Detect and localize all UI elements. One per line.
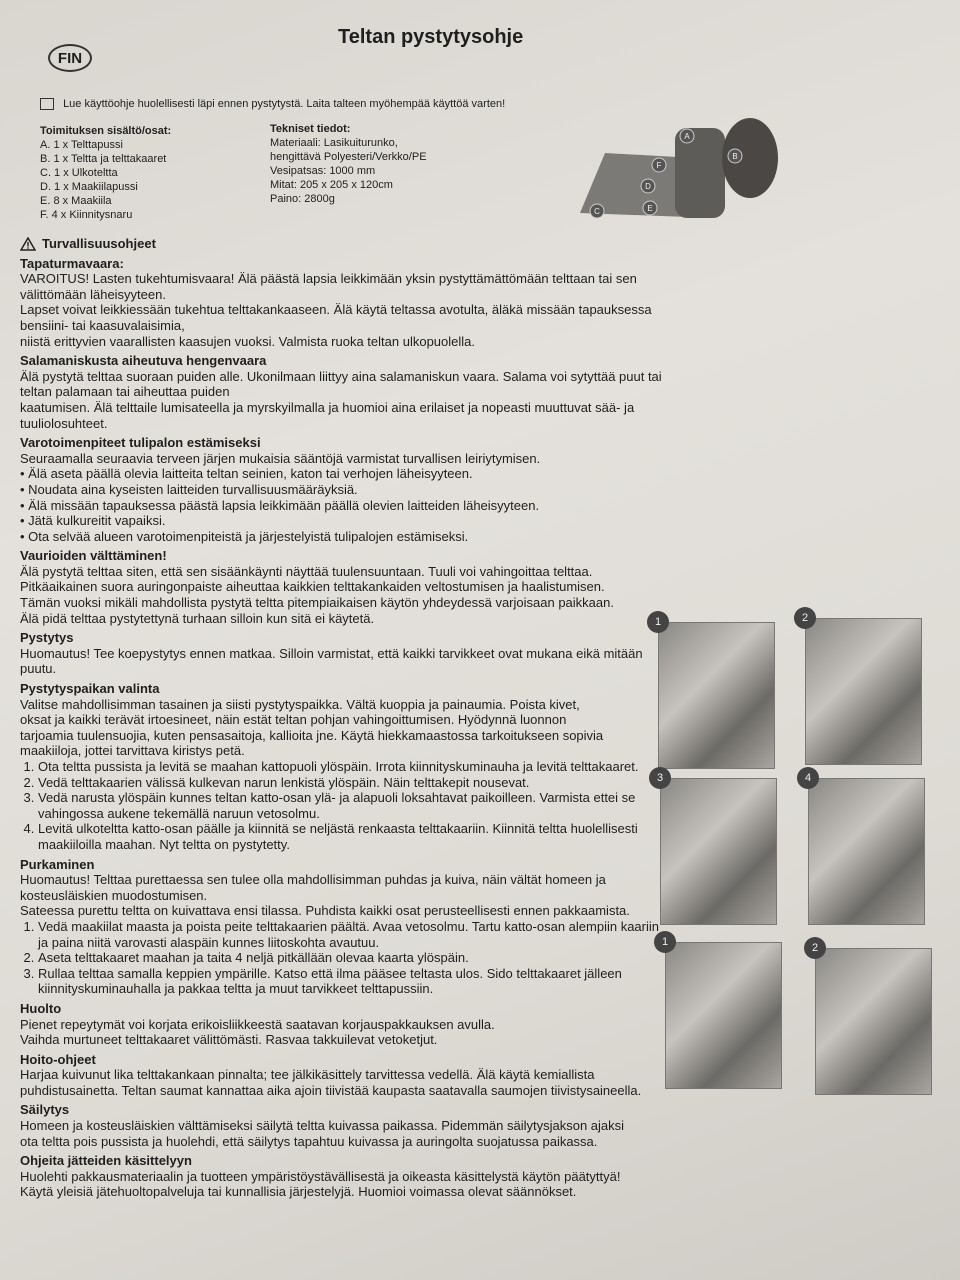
spec-line: Vesipatsas: 1000 mm (270, 165, 376, 177)
manual-body (20, 236, 670, 1200)
hero-label: F (656, 161, 662, 170)
contents-item: B. 1 x Teltta ja telttakaaret (40, 153, 167, 165)
setup-photo-2 (801, 612, 922, 765)
setup-step: 2. Vedä telttakaarien välissä kulkevan narun lenkistä ylöspäin. Näin telttakepit nousevat. (38, 775, 670, 791)
body-line: Homeen ja kosteusläiskien välttämiseksi säilytä teltta kuivassa paikassa. Pidemmän säilytysjakson ajaksi (20, 1118, 625, 1134)
body-line: • Jätä kulkureitit vapaiksi. (20, 513, 166, 529)
spec-list (270, 122, 490, 206)
body-line: Vaihda murtuneet telttakaaret välittömästi. Rasvaa takkuilevat vetoketjut. (20, 1032, 438, 1048)
body-line: Älä pidä telttaa pystytettynä turhaan silloin kun sitä ei käytetä. (20, 610, 375, 626)
photo-number: 1 (647, 611, 669, 633)
contents-item: A. 1 x Telttapussi (40, 139, 123, 151)
intro-text: Lue käyttöohje huolellisesti läpi ennen pystytystä. Laita talteen myöhempää käyttöä varten! (63, 98, 506, 110)
storage-heading: Säilytys (20, 1102, 70, 1118)
body-line: • Ota selvää alueen varotoimenpiteistä ja järjestelyistä tulipalojen estämiseksi. (20, 528, 469, 544)
spec-line: Mitat: 205 x 205 x 120cm (270, 179, 393, 191)
hero-label: D (645, 182, 651, 191)
takedown-step: 2. Aseta telttakaaret maahan ja taita 4 neljä pitkällään olevaa kaarta ylöspäin. (38, 950, 670, 966)
safety-heading-row (20, 236, 670, 252)
photo-number: 1 (654, 931, 676, 953)
body-line: Huomautus! Tee koepystytys ennen matkaa. Silloin varmistat, että kaikki tarvikkeet ovat mukana eikä mitään puutu. (20, 645, 643, 677)
lightning-heading: Salamaniskusta aiheutuva hengenvaara (20, 353, 267, 369)
body-line: Käytä yleisiä jätehuoltopalveluja tai kunnallisia järjestelyjä. Huomioi voimassa olevat säännökset. (20, 1184, 577, 1200)
care-heading: Hoito-ohjeet (20, 1051, 96, 1067)
tent-parts-photo (575, 108, 780, 223)
body-line: • Älä missään tapauksessa päästä lapsia leikkimään päällä olevien laitteiden läheisyyteen. (20, 497, 540, 513)
body-line: Valitse mahdollisimman tasainen ja siisti pystytyspaikka. Vältä kuoppia ja painaumia. Poista kivet, (20, 696, 580, 712)
body-line: Pitkäaikainen suora auringonpaiste aiheuttaa kaikkien telttakankaiden veltostumisen ja haalistumisen. (20, 579, 605, 595)
body-line: • Noudata aina kyseisten laitteiden turvallisuusmääräyksiä. (20, 481, 358, 497)
body-line: Älä pystytä telttaa siten, että sen sisäänkäynti näyttää tuulensuuntaan. Tuuli voi vahingoittaa telttaa. (20, 563, 593, 579)
body-line: Harjaa kuivunut lika telttakankaan pinnalta; tee jälkikäsittely tarvittessa vedellä. Älä käytä kemiallista (20, 1067, 595, 1083)
language-badge: FIN (48, 44, 92, 72)
body-line: tarjoamia tuulensuojia, kuten pensasaitoja, kallioita jne. Käytä hiekkamaastossa tarkoitukseen sopivia (20, 727, 604, 743)
body-line: Älä pystytä telttaa suoraan puiden alle. Ukonilmaan liittyy aina salamaniskun vaara. Salama voi sytyttää puut tai teltan palamaan tai aiheuttaa puiden (20, 368, 662, 400)
contents-item: C. 1 x Ulkoteltta (40, 167, 118, 179)
contents-item: F. 4 x Kiinnitysnaru (40, 209, 133, 221)
intro-note (40, 98, 505, 110)
hero-label: A (684, 132, 690, 141)
takedown-heading: Purkaminen (20, 856, 95, 872)
body-line: puhdistusainetta. Teltan saumat kannattaa aika ajoin tiivistää kaupasta saatavalla saumojen tiivistysaineella. (20, 1082, 642, 1098)
takedown-step: 3. Rullaa telttaa samalla keppien ympärille. Katso että ilma pääsee teltasta ulos. Sido telttakaaret jälleen kiinnityskuminauhalla ja pakkaa teltta ja muut tarvikkeet telttapussiin. (38, 966, 670, 997)
contents-item: E. 8 x Maakiila (40, 195, 112, 207)
body-line: Tämän vuoksi mikäli mahdollista pystytä teltta pitempiaikaisen käytön yhdeydessä varjoisaan paikkaan. (20, 595, 614, 611)
setup-step: 3. Vedä narusta ylöspäin kunnes teltan katto-osan ylä- ja alapuoli loksahtavat paikoilleen. Varmista ettei se vahingossa aukene tekemällä naruun vetosolmu. (38, 790, 670, 821)
damage-heading: Vaurioiden välttäminen! (20, 548, 167, 564)
fire-heading: Varotoimenpiteet tulipalon estämiseksi (20, 435, 261, 451)
photo-number: 2 (804, 937, 826, 959)
body-line: maakiiloja, jottei tarvittava kiristys petä. (20, 743, 245, 759)
accident-heading: Tapaturmavaara: (20, 255, 124, 271)
setup-steps (20, 759, 670, 853)
warning-icon (20, 237, 36, 251)
setup-photo-3 (656, 772, 777, 925)
body-line: kosteusläiskien muodostumisen. (20, 887, 208, 903)
setup-step: 1. Ota teltta pussista ja levitä se maahan kattopuoli ylöspäin. Irrota kiinnityskuminauha ja levitä telttakaaret. (38, 759, 670, 775)
spec-line: hengittävä Polyesteri/Verkko/PE (270, 151, 427, 163)
spec-line: Materiaali: Lasikuiturunko, (270, 137, 398, 149)
body-line: Sateessa purettu teltta on kuivattava ensi tilassa. Puhdista kaikki osat perusteellisesti ennen pakkaamista. (20, 903, 630, 919)
body-line: ota teltta pois pussista ja huolehdi, että säilytys tapahtuu kuivassa ja auringolta suojatussa paikassa. (20, 1133, 598, 1149)
waste-heading: Ohjeita jätteiden käsittelyyn (20, 1153, 192, 1169)
body-line: oksat ja kaikki terävät irtoesineet, näin estät teltan pohjan vahingoittumisen. Hyödynnä luonnon (20, 712, 567, 728)
service-heading: Huolto (20, 1000, 62, 1016)
takedown-steps (20, 919, 670, 997)
tent-parts-illustration (575, 108, 780, 223)
specs-heading: Tekniset tiedot: (270, 123, 351, 135)
takedown-step: 1. Vedä maakiilat maasta ja poista peite telttakaarien päältä. Avaa vetosolmu. Tartu katto-osan alempiin kaariin ja paina niitä varovasti alaspäin kunnes liitoskohta avautuu. (38, 919, 670, 950)
setup-photo-4 (804, 772, 925, 925)
site-heading: Pystytyspaikan valinta (20, 681, 160, 697)
body-line: Pienet repeytymät voi korjata erikoisliikkeestä saatavan korjauspakkauksen avulla. (20, 1016, 495, 1032)
setup-photo-1 (654, 616, 775, 769)
body-line: Huomautus! Telttaa purettaessa sen tulee olla mahdollisimman puhdas ja kuiva, näin vältät homeen ja (20, 872, 606, 888)
body-line: Huolehti pakkausmateriaalin ja tuotteen ympäristöystävällisestä ja oikeasta käsittelystä käytön päätyttyä! (20, 1168, 621, 1184)
photo-number: 2 (794, 607, 816, 629)
page-title: Teltan pystytysohje (338, 26, 524, 48)
contents-heading: Toimituksen sisältö/osat: (40, 125, 172, 137)
hero-label: C (594, 207, 600, 216)
contents-item: D. 1 x Maakiilapussi (40, 181, 138, 193)
hero-label: B (732, 152, 738, 161)
spec-line: Paino: 2800g (270, 193, 335, 205)
setup-heading: Pystytys (20, 630, 74, 646)
manual-book-icon (40, 98, 54, 110)
body-line: Lapset voivat leikkiessään tukehtua telttakankaaseen. Älä käytä teltassa avotulta, äläkä missään tapauksessa bensiini- tai kaasuvalaisimia, (20, 302, 652, 333)
takedown-photo-1 (661, 936, 782, 1089)
safety-heading: Turvallisuusohjeet (42, 236, 156, 251)
photo-number: 4 (797, 767, 819, 789)
takedown-photo-2 (811, 942, 932, 1095)
body-line: • Älä aseta päällä olevia laitteita teltan seinien, katon tai verhojen läheisyyteen. (20, 466, 473, 482)
hero-label: E (647, 204, 653, 213)
setup-step: 4. Levitä ulkoteltta katto-osan päälle ja kiinnitä se neljästä renkaasta telttakaariin. Kiinnitä teltta huolellisesti maakiiloilla maahan. Nyt teltta on pystytetty. (38, 821, 670, 852)
contents-list (40, 124, 250, 222)
body-line: niistä erittyvien vaarallisten kaasujen vuoksi. Valmista ruoka teltan ulkopuolella. (20, 333, 475, 349)
photo-number: 3 (649, 767, 671, 789)
body-line: Seuraamalla seuraavia terveen järjen mukaisia sääntöjä varmistat turvallisen leiriytymisen. (20, 450, 541, 466)
body-line: kaatumisen. Älä telttaile lumisateella ja myrskyilmalla ja huomioi aina erilaiset ja nopeasti muuttuvat sää- ja tuuliolosuhteet. (20, 399, 635, 431)
body-line: VAROITUS! Lasten tukehtumisvaara! Älä päästä lapsia leikkimään yksin pystyttämättömään telttaan tai sen välittömään läheisyyteen. (20, 271, 637, 302)
